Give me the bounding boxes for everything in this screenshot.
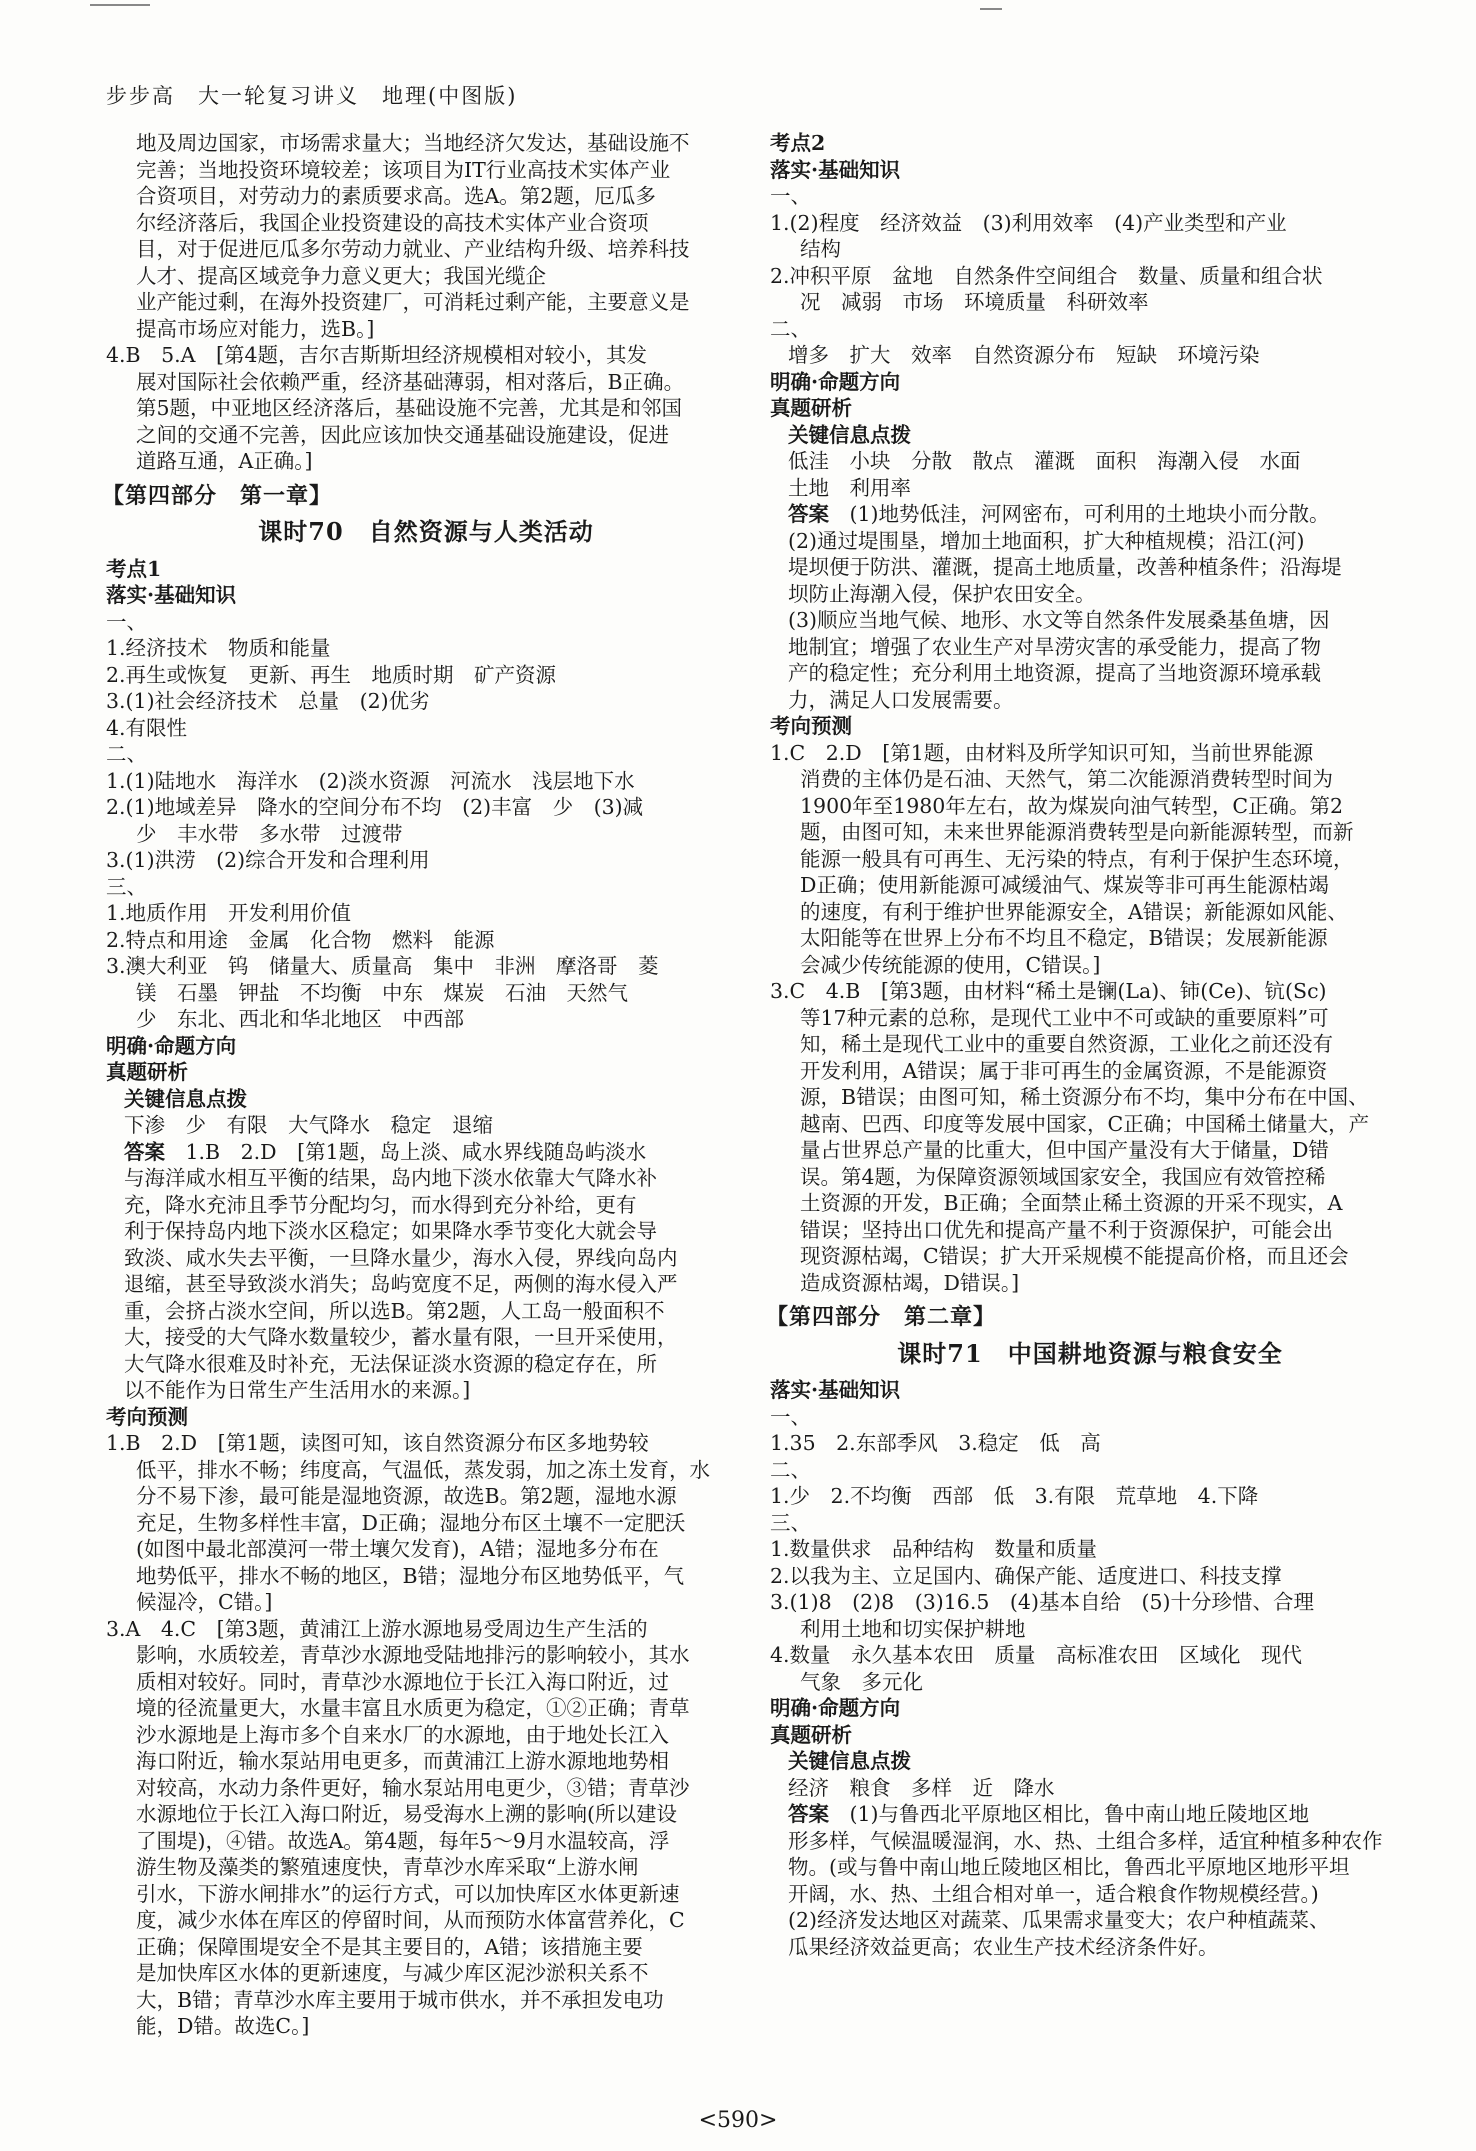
list-item: 2.再生或恢复 更新、再生 地质时期 矿产资源 (106, 662, 557, 687)
text-line: 候湿冷，C错。] (136, 1590, 273, 1614)
text-line: 形多样，气候温暖湿润，水、热、土组合多样，适宜种植多种农作 (788, 1828, 1383, 1853)
text-line: 堤坝便于防洪、灌溉，提高土地质量，改善种植条件；沿海堤 (788, 555, 1342, 579)
page-number: <590> (698, 2108, 778, 2133)
text-line: 提高市场应对能力，选B。] (136, 316, 375, 341)
text-line: 1.C 2.D [第1题，由材料及所学知识可知，当前世界能源 (770, 740, 1314, 765)
top-edge-mark-right (980, 8, 1002, 10)
text-line: 大，B错；青草沙水库主要用于城市供水，并不承担发电功 (136, 1987, 664, 2012)
section-label: 落实·基础知识 (770, 157, 901, 182)
list-item: 2.以我为主、立足国内、确保产能、适度进口、科技支撑 (770, 1563, 1282, 1588)
text-line: 等17种元素的总称，是现代工业中不可或缺的重要原料”可 (800, 1005, 1329, 1030)
text-line: 对较高，水动力条件更好，输水泵站用电更少，③错；青草沙 (136, 1775, 690, 1800)
list-item: 结构 (800, 237, 841, 261)
text-line: 源，B错误；由图可知，稀土资源分布不均，集中分布在中国、 (800, 1085, 1369, 1109)
answer-label: 答案 (788, 1802, 829, 1826)
text-line: 充足，生物多样性丰富，D正确；湿地分布区土壤不一定肥沃 (136, 1510, 686, 1535)
text-line: (如图中最北部漠河一带土壤欠发育)，A错；湿地多分布在 (136, 1537, 659, 1561)
top-edge-mark (90, 4, 150, 6)
text-line: 地势低平，排水不畅的地区，B错；湿地分布区地势低平，气 (136, 1563, 685, 1588)
text-line: 展对国际社会依赖严重，经济基础薄弱，相对落后，B正确。 (136, 369, 685, 394)
text-line: 了围堤)，④错。故选A。第4题，每年5～9月水温较高，浮 (136, 1828, 670, 1853)
list-item: 3.(1)社会经济技术 总量 (2)优劣 (106, 689, 430, 713)
text-line: 地制宜；增强了农业生产对旱涝灾害的承受能力，提高了物 (788, 634, 1321, 659)
text-line: 第5题，中亚地区经济落后，基础设施不完善，尤其是和邻国 (136, 396, 683, 420)
text-line: 正确；保障围堤安全不是其主要目的，A错；该措施主要 (136, 1934, 643, 1959)
section-label: 考点1 (106, 556, 162, 581)
part-heading: 【第四部分 第二章】 (766, 1304, 997, 1330)
text-line: D正确；使用新能源可减缓油气、煤炭等非可再生能源枯竭 (800, 873, 1329, 897)
list-item: 1.(1)陆地水 海洋水 (2)淡水资源 河流水 浅层地下水 (106, 768, 635, 793)
prediction-q3-4 (106, 1616, 746, 2040)
list-item: 1.(2)程度 经济效益 (3)利用效率 (4)产业类型和产业 (770, 210, 1287, 235)
list-item: 3.(1)8 (2)8 (3)16.5 (4)基本自给 (5)十分珍惜、合理 (770, 1590, 1314, 1614)
text-line: 地及周边国家，市场需求量大；当地经济欠发达，基础设施不 (136, 131, 690, 155)
left-column (102, 130, 746, 2040)
text-line: 之间的交通不完善，因此应该加快交通基础设施建设，促进 (136, 422, 669, 447)
text-line: 大，接受的大气降水数量较少，蓄水量有限，一旦开采使用， (124, 1325, 678, 1349)
running-header: 步步高 大一轮复习讲义 地理(中图版) (106, 84, 518, 108)
text-line: 退缩，甚至导致淡水消失；岛屿宽度不足，两侧的海水侵入严 (124, 1272, 678, 1296)
text-line: 消费的主体仍是石油、天然气，第二次能源消费转型时间为 (800, 767, 1333, 791)
list-item: 1.35 2.东部季风 3.稳定 低 高 (770, 1431, 1101, 1455)
section-label: 真题研析 (770, 396, 852, 420)
text-line: 沙水源地是上海市多个自来水厂的水源地，由于地处长江入 (136, 1722, 669, 1747)
subsection-number: 三、 (770, 1510, 811, 1535)
list-item: 少 丰水带 多水带 过渡带 (136, 821, 403, 846)
list-item: 况 减弱 市场 环境质量 科研效率 (800, 290, 1149, 314)
text-line: 业产能过剩，在海外投资建厂，可消耗过剩产能，主要意义是 (136, 290, 690, 314)
text-line: 1.B 2.D [第1题，读图可知，该自然资源分布区多地势较 (106, 1431, 649, 1455)
text-line: 境的径流量更大，水量丰富且水质更为稳定，①②正确；青草 (136, 1696, 690, 1720)
text-line: 题，由图可知，未来世界能源消费转型是向新能源转型，而新 (800, 820, 1354, 844)
text-line: 重，会挤占淡水空间，所以选B。第2题，人工岛一般面积不 (124, 1298, 665, 1323)
text-line: 1.B 2.D [第1题，岛上淡、咸水界线随岛屿淡水 (185, 1139, 647, 1164)
text-line: 分不易下渗，最可能是湿地资源，故选B。第2题，湿地水源 (136, 1484, 677, 1508)
text-line: (2)通过堤围垦，增加土地面积，扩大种植规模；沿江(河) (788, 528, 1305, 553)
text-line: 坝防止海潮入侵，保护农田安全。 (788, 581, 1096, 606)
keywords: 低洼 小块 分散 散点 灌溉 面积 海潮入侵 水面 (788, 449, 1301, 473)
text-line: 土资源的开发，B正确；全面禁止稀土资源的开采不现实，A (800, 1191, 1343, 1215)
text-line: 知，稀土是现代工业中的重要自然资源，工业化之前还没有 (800, 1032, 1333, 1056)
subsection-number: 二、 (770, 316, 811, 341)
text-line: 开阔，水、热、土组合相对单一，适合粮食作物规模经营。) (788, 1881, 1319, 1906)
section-label: 明确·命题方向 (106, 1033, 237, 1058)
text-line: 质相对较好。同时，青草沙水源地位于长江入海口附近，过 (136, 1669, 669, 1694)
text-line: (3)顺应当地气候、地形、水文等自然条件发展桑基鱼塘，因 (788, 608, 1330, 632)
list-item: 3.澳大利亚 钨 储量大、质量高 集中 非洲 摩洛哥 菱 (106, 954, 659, 978)
section-label: 真题研析 (770, 1722, 852, 1747)
text-line: 产的稳定性；充分利用土地资源，提高了当地资源环境承载 (788, 661, 1321, 685)
prediction-q3-4 (770, 978, 1410, 1296)
text-line: 利于保持岛内地下淡水区稳定；如果降水季节变化大就会导 (124, 1219, 657, 1243)
text-line: 开发利用，A错误；属于非可再生的金属资源，不是能源资 (800, 1058, 1328, 1083)
answer-block (106, 1139, 746, 1404)
text-line: (2)经济发达地区对蔬菜、瓜果需求量变大；农户种植蔬菜、 (788, 1908, 1330, 1932)
text-line: 与海洋咸水相互平衡的结果，岛内地下淡水依靠大气降水补 (124, 1166, 657, 1190)
list-item: 2.特点和用途 金属 化合物 燃料 能源 (106, 927, 495, 952)
part-heading: 【第四部分 第一章】 (102, 482, 333, 509)
lesson-title: 课时71 中国耕地资源与粮食安全 (897, 1338, 1283, 1368)
text-line: 误。第4题，为保障资源领域国家安全，我国应有效管控稀 (800, 1164, 1326, 1189)
section-label: 落实·基础知识 (106, 583, 237, 607)
text-line: 游生物及藻类的繁殖速度快，青草沙水库采取“上游水闸 (136, 1855, 639, 1879)
section-label: 关键信息点拨 (788, 1749, 911, 1773)
text-line: 3.C 4.B [第3题，由材料“稀土是镧(La)、铈(Ce)、钪(Sc) (770, 979, 1327, 1003)
list-item: 4.数量 永久基本农田 质量 高标准农田 区域化 现代 (770, 1643, 1303, 1667)
left-top-answer (106, 130, 746, 342)
keywords: 经济 粮食 多样 近 降水 (788, 1775, 1055, 1800)
text-line: 尔经济落后，我国企业投资建设的高技术实体产业合资项 (136, 210, 649, 235)
list-item: 少 东北、西北和华北地区 中西部 (136, 1007, 464, 1031)
text-line: 影响，水质较差，青草沙水源地受陆地排污的影响较小，其水 (136, 1643, 690, 1667)
subsection-number: 一、 (770, 184, 811, 208)
answer-label: 答案 (124, 1139, 165, 1164)
list-item: 1.数量供求 品种结构 数量和质量 (770, 1537, 1098, 1561)
answer-block (770, 1801, 1410, 1960)
text-line: 错误；坚持出口优先和提高产量不利于资源保护，可能会出 (800, 1217, 1333, 1242)
text-line: 1900年至1980年左右，故为煤炭向油气转型，C正确。第2 (800, 793, 1344, 818)
text-line: 引水，下游水闸排水”的运行方式，可以加快库区水体更新速 (136, 1881, 680, 1906)
text-line: 大气降水很难及时补充，无法保证淡水资源的稳定存在，所 (124, 1351, 657, 1376)
keywords: 下渗 少 有限 大气降水 稳定 退缩 (124, 1113, 493, 1137)
list-item: 利用土地和切实保护耕地 (800, 1616, 1026, 1641)
text-line: 物。(或与鲁中南山地丘陵地区相比，鲁西北平原地区地形平坦 (788, 1855, 1350, 1879)
list-item: 1.地质作用 开发利用价值 (106, 901, 352, 925)
text-line: 海口附近，输水泵站用电更多，而黄浦江上游水源地地势相 (136, 1749, 669, 1773)
answer-label: 答案 (788, 502, 829, 526)
list-item: 增多 扩大 效率 自然资源分布 短缺 环境污染 (788, 343, 1260, 367)
text-line: 合资项目，对劳动力的素质要求高。选A。第2题，厄瓜多 (136, 184, 656, 208)
text-line: 以不能作为日常生产生活用水的来源。] (124, 1378, 471, 1402)
text-line: 低平，排水不畅；纬度高，气温低，蒸发弱，加之冻土发育，水 (136, 1457, 710, 1482)
text-line: 完善；当地投资环境较差；该项目为IT行业高技术实体产业 (136, 157, 671, 182)
text-line: 会减少传统能源的使用，C错误。] (800, 952, 1101, 977)
text-line: 是加快库区水体的更新速度，与减少库区泥沙淤积关系不 (136, 1961, 649, 1985)
text-line: 造成资源枯竭，D错误。] (800, 1270, 1020, 1295)
text-line: (1)地势低洼，河网密布，可利用的土地块小而分散。 (849, 502, 1330, 526)
text-line: 的速度，有利于维护世界能源安全，A错误；新能源如风能、 (800, 899, 1348, 924)
section-label: 真题研析 (106, 1060, 188, 1084)
subsection-number: 一、 (106, 609, 147, 634)
text-line: (1)与鲁西北平原地区相比，鲁中南山地丘陵地区地 (849, 1802, 1310, 1826)
section-label: 落实·基础知识 (770, 1378, 901, 1402)
right-column (766, 130, 1410, 1960)
text-line: 充，降水充沛且季节分配均匀，而水得到充分补给，更有 (124, 1192, 637, 1217)
text-line: 人才、提高区域竞争力意义更大；我国光缆企 (136, 263, 546, 288)
prediction-q1-2 (106, 1430, 746, 1616)
list-item: 气象 多元化 (800, 1669, 923, 1694)
section-label: 明确·命题方向 (770, 369, 901, 394)
list-item: 4.有限性 (106, 715, 188, 740)
list-item: 1.少 2.不均衡 西部 低 3.有限 荒草地 4.下降 (770, 1484, 1259, 1508)
text-line: 道路互通，A正确。] (136, 449, 313, 473)
keywords: 土地 利用率 (788, 475, 911, 500)
list-item: 1.经济技术 物质和能量 (106, 636, 331, 660)
text-line: 致淡、咸水失去平衡，一旦降水量少，海水入侵，界线向岛内 (124, 1245, 678, 1270)
answer-block (770, 501, 1410, 713)
text-line: 能源一般具有可再生、无污染的特点，有利于保护生态环境， (800, 846, 1354, 871)
text-line: 度，减少水体在库区的停留时间，从而预防水体富营养化，C (136, 1908, 685, 1932)
text-line: 越南、巴西、印度等发展中国家，C正确；中国稀土储量大，产 (800, 1111, 1370, 1136)
text-line: 量占世界总产量的比重大，但中国产量没有大于储量，D错 (800, 1138, 1329, 1162)
subsection-number: 三、 (106, 874, 147, 899)
answer-q4-5 (106, 342, 746, 475)
subsection-number: 一、 (770, 1404, 811, 1429)
text-line: 水源地位于长江入海口附近，易受海水上溯的影响(所以建设 (136, 1802, 677, 1826)
text-line: 太阳能等在世界上分布不均且不稳定，B错误；发展新能源 (800, 926, 1328, 950)
subsection-number: 二、 (770, 1457, 811, 1482)
list-item: 2.冲积平原 盆地 自然条件空间组合 数量、质量和组合状 (770, 263, 1323, 288)
text-line: 3.A 4.C [第3题，黄浦江上游水源地易受周边生产生活的 (106, 1616, 648, 1641)
section-label: 关键信息点拨 (788, 422, 911, 447)
section-label: 考向预测 (106, 1404, 188, 1429)
list-item: 3.(1)洪涝 (2)综合开发和合理利用 (106, 848, 430, 872)
text-line: 现资源枯竭，C错误；扩大开采规模不能提高价格，而且还会 (800, 1244, 1349, 1268)
text-line: 4.B 5.A [第4题，吉尔吉斯斯坦经济规模相对较小，其发 (106, 343, 648, 367)
text-line: 力，满足人口发展需要。 (788, 687, 1014, 712)
text-line: 能，D错。故选C。] (136, 2014, 310, 2038)
subsection-number: 二、 (106, 742, 147, 766)
list-item: 2.(1)地域差异 降水的空间分布不均 (2)丰富 少 (3)减 (106, 795, 644, 819)
list-item: 镁 石墨 钾盐 不均衡 中东 煤炭 石油 天然气 (136, 980, 628, 1005)
section-label: 明确·命题方向 (770, 1696, 901, 1720)
section-label: 考向预测 (770, 714, 852, 738)
section-label: 考点2 (770, 131, 826, 155)
text-line: 瓜果经济效益更高；农业生产技术经济条件好。 (788, 1934, 1219, 1959)
prediction-q1-2 (770, 740, 1410, 979)
text-line: 目，对于促进厄瓜多尔劳动力就业、产业结构升级、培养科技 (136, 237, 690, 261)
section-label: 关键信息点拨 (124, 1086, 247, 1111)
lesson-title: 课时70 自然资源与人类活动 (258, 517, 594, 546)
